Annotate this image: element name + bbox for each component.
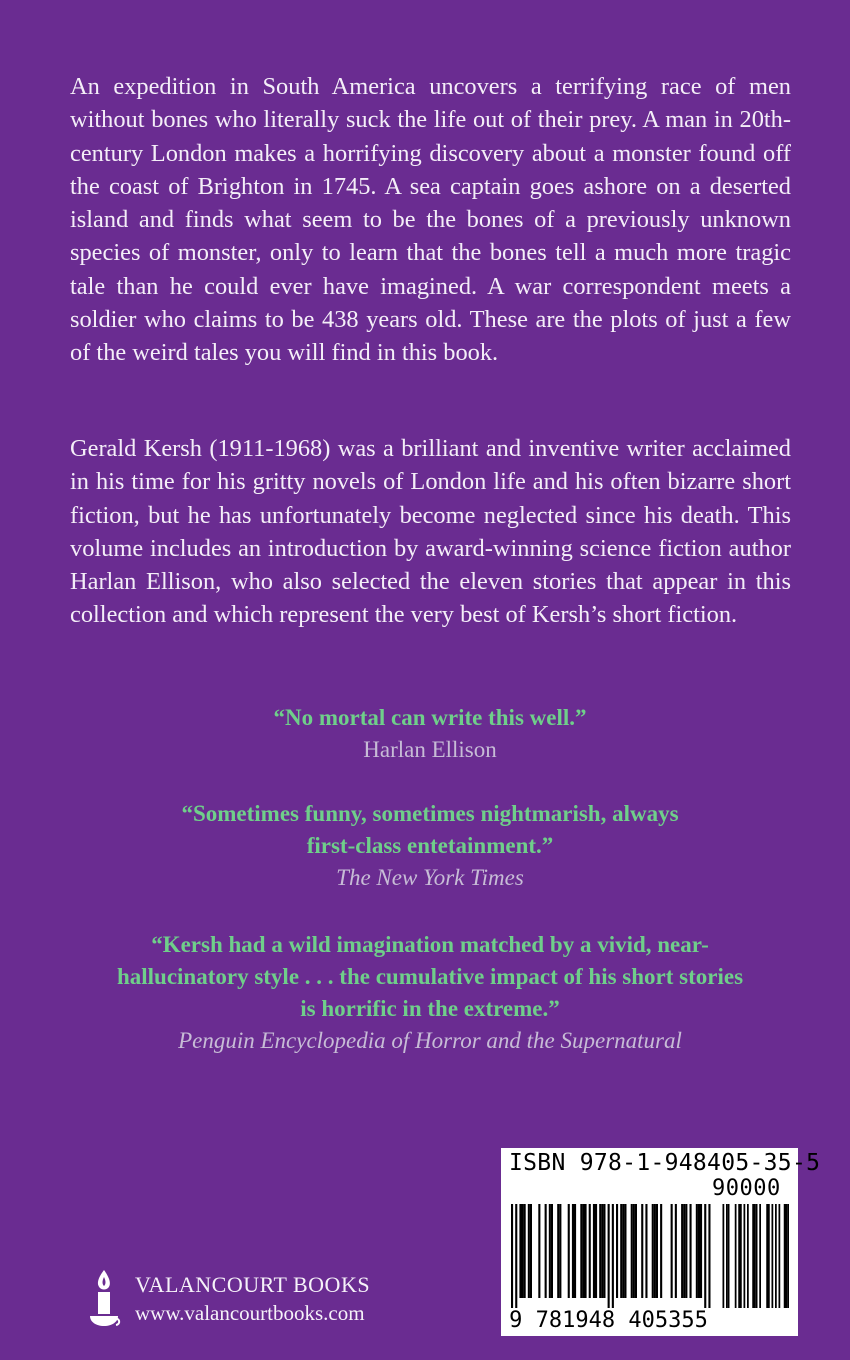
- barcode-bar: [675, 1204, 677, 1298]
- barcode-bar: [557, 1204, 559, 1298]
- quote-text-line: “No mortal can write this well.”: [273, 705, 587, 730]
- review-quote-2: [40, 798, 820, 894]
- blurb-paragraph-plots: An expedition in South America uncovers a terrifying race of men without bones who literally suck the life out of their prey. A man in 20th-century London makes a horrifying discovery about a monster found off the coast of Brighton in 1745. A sea captain goes ashore on a deserted island and finds what seem to be the bones of a previously unknown species of monster, only to learn that the bones tell a much more tragic tale than he could ever have imagined. A war correspondent meets a soldier who claims to be 438 years old. These are the plots of just a few of the weird tales you will find in this book.: [70, 73, 791, 367]
- barcode-bar: [601, 1204, 603, 1298]
- barcode-bar: [582, 1204, 584, 1298]
- barcode-bar: [787, 1204, 789, 1308]
- blurb-paragraph-author: Gerald Kersh (1911-1968) was a brilliant and inventive writer acclaimed in his time for his gritty novels of London life and his often bizarre short fiction, but he has unfortunately become neglected since his death. This volume includes an introduction by award-winning science fiction author Harlan Ellison, who also selected the eleven stories that appear in this collection and which represent the very best of Kersh’s short fiction.: [70, 435, 791, 629]
- barcode-bar: [784, 1204, 786, 1308]
- barcode-bar: [528, 1204, 530, 1298]
- barcode-bar: [690, 1204, 692, 1298]
- barcode-bar: [559, 1204, 561, 1298]
- barcode-bar: [738, 1204, 740, 1308]
- barcode-bar: [756, 1204, 758, 1308]
- barcode-bar: [766, 1204, 768, 1308]
- barcode-bar: [620, 1204, 622, 1298]
- barcode-bar: [585, 1204, 587, 1298]
- barcode-bar: [633, 1204, 635, 1298]
- barcode-bar: [656, 1204, 658, 1298]
- barcode-bar: [728, 1204, 730, 1308]
- barcode-bar: [754, 1204, 756, 1308]
- barcode-bar: [524, 1204, 526, 1298]
- barcode-bar: [681, 1204, 683, 1298]
- barcode-bar: [635, 1204, 637, 1298]
- barcode-bar: [538, 1204, 540, 1298]
- barcode-bar: [595, 1204, 597, 1298]
- barcode-bar: [599, 1204, 601, 1298]
- barcode-bar: [515, 1204, 517, 1308]
- barcode-bar: [608, 1204, 610, 1308]
- barcode-bar: [704, 1204, 706, 1308]
- price-code: 90000: [712, 1176, 781, 1201]
- barcode-bar: [568, 1204, 570, 1298]
- barcode-bar: [752, 1204, 754, 1308]
- barcode-bar: [593, 1204, 595, 1298]
- barcode-bar: [747, 1204, 749, 1308]
- barcode-bar: [696, 1204, 698, 1298]
- barcode-bar: [654, 1204, 656, 1298]
- barcode-bar: [759, 1204, 761, 1308]
- barcode-bar: [735, 1204, 737, 1308]
- barcode-bar: [726, 1204, 728, 1308]
- barcode-bar: [772, 1204, 774, 1308]
- barcode-bar: [519, 1204, 521, 1298]
- review-quote-3: [40, 929, 820, 1057]
- barcode-bar: [671, 1204, 673, 1298]
- barcode-bar: [700, 1204, 702, 1298]
- ean-digits: 9 781948 405355: [509, 1308, 708, 1333]
- barcode-bar: [645, 1204, 647, 1298]
- barcode-bar: [660, 1204, 662, 1298]
- barcode-bar: [683, 1204, 685, 1298]
- barcode-bar: [698, 1204, 700, 1298]
- barcode-bar: [768, 1204, 770, 1308]
- barcode-bar: [549, 1204, 551, 1298]
- barcode-bar: [779, 1204, 781, 1308]
- quote-text-line: hallucinatory style . . . the cumulative impact of his short stories: [116, 964, 744, 989]
- quote-source: The New York Times: [336, 865, 524, 890]
- barcode-bar: [786, 1204, 788, 1308]
- candle-icon: [86, 1268, 122, 1330]
- barcode-bar: [572, 1204, 574, 1298]
- barcode-bar: [744, 1204, 746, 1308]
- barcode-bar: [708, 1204, 710, 1308]
- barcode-bar: [641, 1204, 643, 1298]
- barcode-bar: [551, 1204, 553, 1298]
- barcode-bar: [589, 1204, 591, 1298]
- quote-text-line: “Kersh had a wild imagination matched by a vivid, near-: [151, 932, 709, 957]
- barcode-bar: [612, 1204, 614, 1308]
- barcode-bar: [580, 1204, 582, 1298]
- barcode-bar: [616, 1204, 618, 1298]
- barcode-bar: [740, 1204, 742, 1308]
- barcode-bar: [775, 1204, 777, 1308]
- publisher-name: VALANCOURT BOOKS: [135, 1272, 371, 1297]
- barcode-bars: [511, 1204, 789, 1308]
- barcode-bar: [685, 1204, 687, 1298]
- barcode-bar: [511, 1204, 513, 1308]
- isbn-barcode: [501, 1148, 821, 1336]
- barcode-bar: [545, 1204, 547, 1298]
- quote-text-line: is horrific in the extreme.”: [300, 996, 560, 1021]
- quote-text-line: “Sometimes funny, sometimes nightmarish, always: [181, 801, 679, 826]
- barcode-bar: [652, 1204, 654, 1298]
- isbn-label: ISBN 978-1-948405-35-5: [509, 1150, 821, 1176]
- barcode-bar: [603, 1204, 605, 1298]
- barcode-bar: [624, 1204, 626, 1298]
- publisher-website: www.valancourtbooks.com: [135, 1301, 365, 1325]
- barcode-bar: [574, 1204, 576, 1298]
- review-quote-1: [40, 702, 820, 766]
- barcode-bar: [631, 1204, 633, 1298]
- quote-text-line: first-class entetainment.”: [306, 833, 554, 858]
- quote-source: Harlan Ellison: [363, 737, 497, 762]
- barcode-bar: [522, 1204, 524, 1298]
- quote-source: Penguin Encyclopedia of Horror and the Supernatural: [178, 1028, 682, 1053]
- barcode-bar: [622, 1204, 624, 1298]
- barcode-bar: [723, 1204, 725, 1308]
- barcode-bar: [530, 1204, 532, 1298]
